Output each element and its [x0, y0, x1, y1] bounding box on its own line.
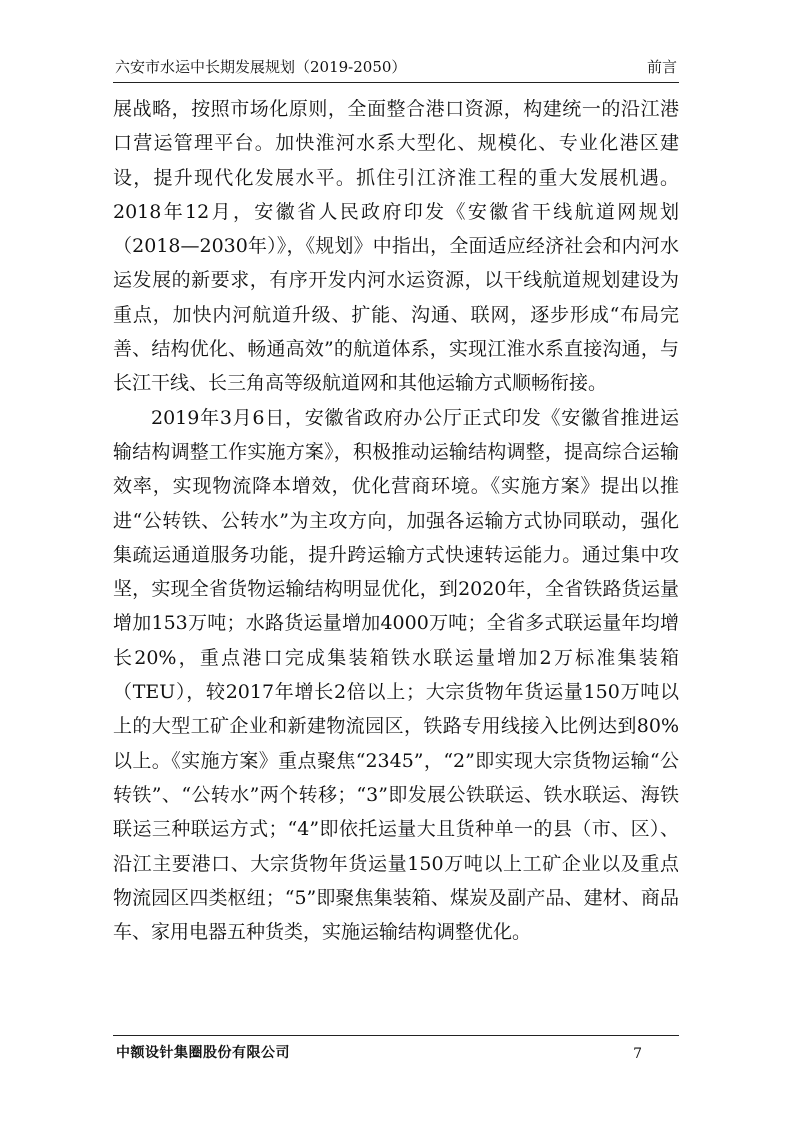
footer-divider [113, 1035, 679, 1036]
body-text [113, 92, 679, 949]
paragraph-1: 展战略，按照市场化原则，全面整合港口资源，构建统一的沿江港口营运管理平台。加快淮河水系大型化、规模化、专业化港区建设，提升现代化发展水平。抓住引江济淮工程的重大发展机遇。2018年12月，安徽省人民政府印发《安徽省干线航道网规划（2018—2030年）》，《规划》中指出，全面适应经济社会和内河水运发展的新要求，有序开发内河水运资源，以干线航道规划建设为重点，加快内河航道升级、扩能、沟通、联网，逐步形成“布局完善、结构优化、畅通高效”的航道体系，实现江淮水系直接沟通，与长江干线、长三角高等级航道网和其他运输方式顺畅衔接。 [113, 98, 679, 395]
page-header [113, 50, 679, 80]
document-title: 六安市水运中长期发展规划（2019-2050） [115, 58, 407, 76]
paragraph-2: 2019年3月6日，安徽省政府办公厅正式印发《安徽省推进运输结构调整工作实施方案》，积极推动运输结构调整，提高综合运输效率，实现物流降本增效，优化营商环境。《实施方案》提出以推进“公转铁、公转水”为主攻方向，加强各运输方式协同联动，强化集疏运通道服务功能，提升跨运输方式快速转运能力。通过集中攻坚，实现全省货物运输结构明显优化，到2020年，全省铁路货运量增加153万吨；水路货运量增加4000万吨；全省多式联运量年均增长20%，重点港口完成集装箱铁水联运量增加2万标准集装箱（TEU），较2017年增长2倍以上；大宗货物年货运量150万吨以上的大型工矿企业和新建物流园区，铁路专用线接入比例达到80%以上。《实施方案》重点聚焦“2345”，“2”即实现大宗货物运输“公转铁”、“公转水”两个转移；“3”即发展公铁联运、铁水联运、海铁联运三种联运方式；“4”即依托运量大且货种单一的县（市、区）、沿江主要港口、大宗货物年货运量150万吨以上工矿企业以及重点物流园区四类枢纽；“5”即聚焦集装箱、煤炭及副产品、建材、商品车、家用电器五种货类，实施运输结构调整优化。 [113, 406, 679, 944]
section-title: 前言 [646, 58, 677, 76]
company-name: 中额设针集圈股份有限公司 [116, 1045, 290, 1061]
header-divider [113, 82, 679, 83]
page-number: 7 [633, 1046, 642, 1062]
